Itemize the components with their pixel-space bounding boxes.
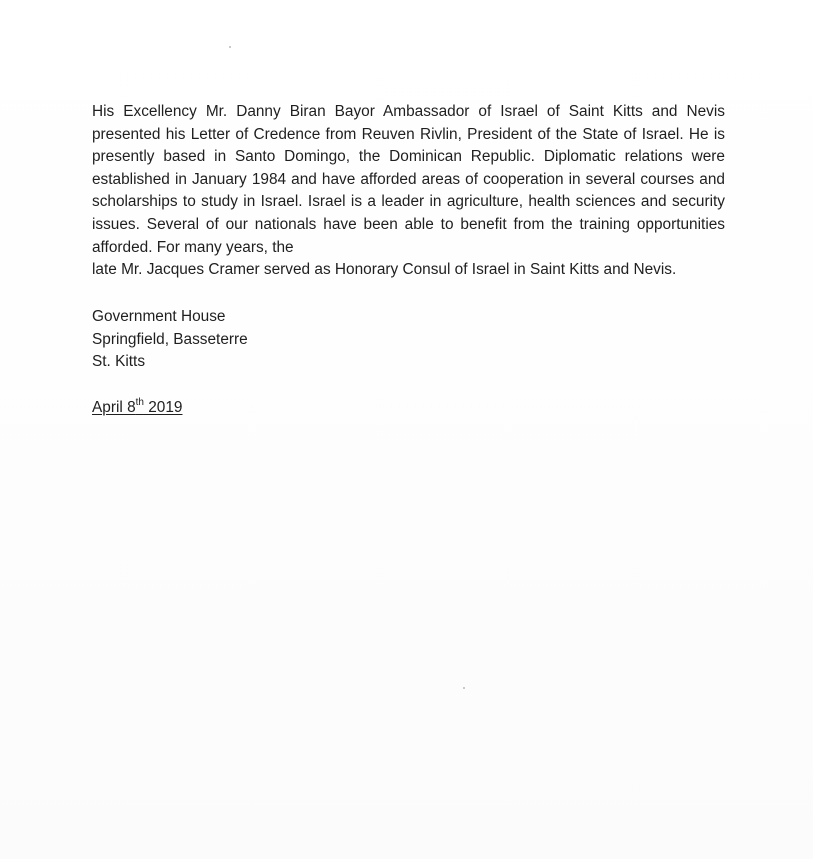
letter-body-last-line: late Mr. Jacques Cramer served as Honorary Consul of Israel in Saint Kitts and Nevis. (92, 261, 677, 279)
address-line-2: Springfield, Basseterre (92, 330, 248, 348)
letter-body-text: His Excellency Mr. Danny Biran Bayor Ambassador of Israel of Saint Kitts and Nevis presented his Letter of Credence from Reuven Rivlin, President of the State of Israel. He is presently based in Santo Domingo, the Dominican Republic. Diplomatic relations were established in January 1984 and have afforded areas of cooperation in several courses and scholarships to study in Israel. Israel is a leader in agriculture, health sciences and security issues. Several of our nationals have been able to benefit from the training opportunities afforded. For many years, the (92, 103, 725, 256)
letter-date (92, 397, 182, 420)
address-line-3: St. Kitts (92, 353, 146, 371)
address-line-1: Government House (92, 308, 226, 325)
date-prefix: April 8 (92, 399, 136, 416)
date-ordinal-suffix: th (135, 396, 144, 408)
date-year: 2019 (143, 399, 183, 416)
scan-speck (229, 46, 231, 48)
scan-speck (463, 687, 465, 689)
letter-body (92, 101, 725, 282)
sender-address (92, 306, 248, 374)
